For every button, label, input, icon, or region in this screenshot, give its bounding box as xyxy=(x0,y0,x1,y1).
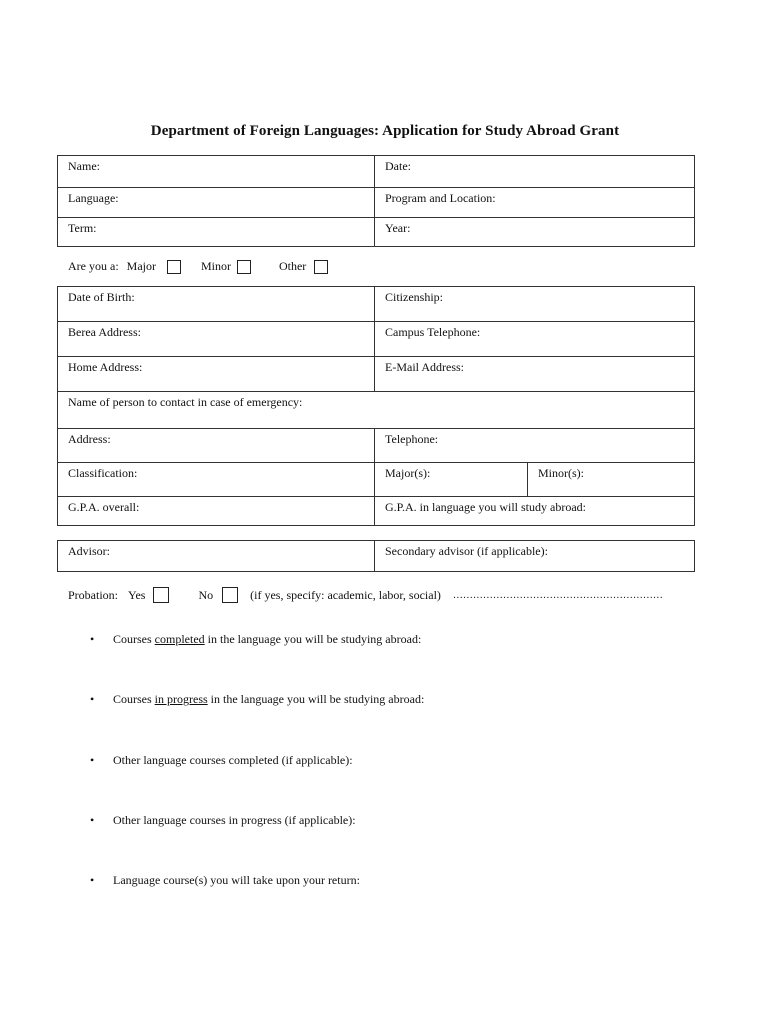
home-address-field[interactable]: Home Address: xyxy=(58,357,375,391)
other-courses-in-progress-label: Other language courses in progress (if applicable): xyxy=(113,813,356,827)
bullet-icon: • xyxy=(90,873,95,887)
table-row xyxy=(58,321,694,356)
status-prompt: Are you a: xyxy=(68,259,119,273)
table-row xyxy=(58,391,694,428)
table-row xyxy=(58,356,694,391)
gpa-overall-field[interactable]: G.P.A. overall: xyxy=(58,497,375,525)
date-field[interactable]: Date: xyxy=(385,159,411,173)
table-row xyxy=(58,287,694,321)
courses-in-progress-label: Courses in progress in the language you will be studying abroad: xyxy=(113,692,425,706)
list-item xyxy=(90,873,360,888)
probation-label: Probation: xyxy=(68,587,118,602)
emergency-contact-field[interactable]: Name of person to contact in case of emergency: xyxy=(68,395,303,409)
major-checkbox[interactable] xyxy=(167,260,181,274)
name-field[interactable]: Name: xyxy=(58,156,375,187)
other-label: Other xyxy=(278,259,307,273)
bullet-icon: • xyxy=(90,813,95,827)
table-row xyxy=(58,541,694,571)
minors-field[interactable]: Minor(s): xyxy=(538,466,584,480)
telephone-field[interactable]: Telephone: xyxy=(385,432,439,446)
bullet-icon: • xyxy=(90,692,95,706)
table-row xyxy=(58,217,694,246)
courses-completed-label: Courses completed in the language you will be studying abroad: xyxy=(113,632,422,646)
probation-specify: (if yes, specify: academic, labor, social) xyxy=(250,587,441,602)
yes-checkbox[interactable] xyxy=(153,587,169,603)
bullet-icon: • xyxy=(90,632,95,646)
language-field[interactable]: Language: xyxy=(58,188,375,217)
list-item xyxy=(90,753,353,768)
bullet-icon: • xyxy=(90,753,95,767)
citizenship-field[interactable]: Citizenship: xyxy=(385,290,443,304)
no-checkbox[interactable] xyxy=(222,587,238,603)
majors-field[interactable]: Major(s): xyxy=(375,463,528,496)
classification-field[interactable]: Classification: xyxy=(58,463,375,496)
program-location-field[interactable]: Program and Location: xyxy=(385,191,496,205)
gpa-language-field[interactable]: G.P.A. in language you will study abroad: xyxy=(385,500,586,514)
year-field[interactable]: Year: xyxy=(385,221,411,235)
campus-telephone-field[interactable]: Campus Telephone: xyxy=(385,325,481,339)
personal-info-table xyxy=(57,286,695,526)
list-item xyxy=(90,813,356,828)
minor-label: Minor xyxy=(200,259,231,273)
table-row xyxy=(58,187,694,217)
other-checkbox[interactable] xyxy=(314,260,328,274)
major-label: Major xyxy=(126,259,156,273)
term-field[interactable]: Term: xyxy=(58,218,375,246)
basic-info-table xyxy=(57,155,695,247)
table-row xyxy=(58,496,694,525)
berea-address-field[interactable]: Berea Address: xyxy=(58,322,375,356)
list-item xyxy=(90,632,421,647)
dob-field[interactable]: Date of Birth: xyxy=(58,287,375,321)
probation-row xyxy=(68,587,695,603)
minor-checkbox[interactable] xyxy=(237,260,251,274)
page-title: Department of Foreign Languages: Application for Study Abroad Grant xyxy=(150,123,620,139)
yes-label: Yes xyxy=(128,587,146,602)
status-row xyxy=(68,259,328,274)
table-row xyxy=(58,462,694,496)
no-label: No xyxy=(198,587,214,602)
address-field[interactable]: Address: xyxy=(58,429,375,462)
secondary-advisor-field[interactable]: Secondary advisor (if applicable): xyxy=(385,544,548,558)
advisor-table xyxy=(57,540,695,572)
table-row xyxy=(58,156,694,187)
other-courses-completed-label: Other language courses completed (if applicable): xyxy=(113,753,353,767)
table-row xyxy=(58,428,694,462)
advisor-field[interactable]: Advisor: xyxy=(58,541,375,571)
list-item xyxy=(90,692,424,707)
specify-line[interactable]: ……………………………………………………… xyxy=(452,589,663,601)
email-field[interactable]: E-Mail Address: xyxy=(385,360,464,374)
courses-upon-return-label: Language course(s) you will take upon your return: xyxy=(113,873,360,887)
